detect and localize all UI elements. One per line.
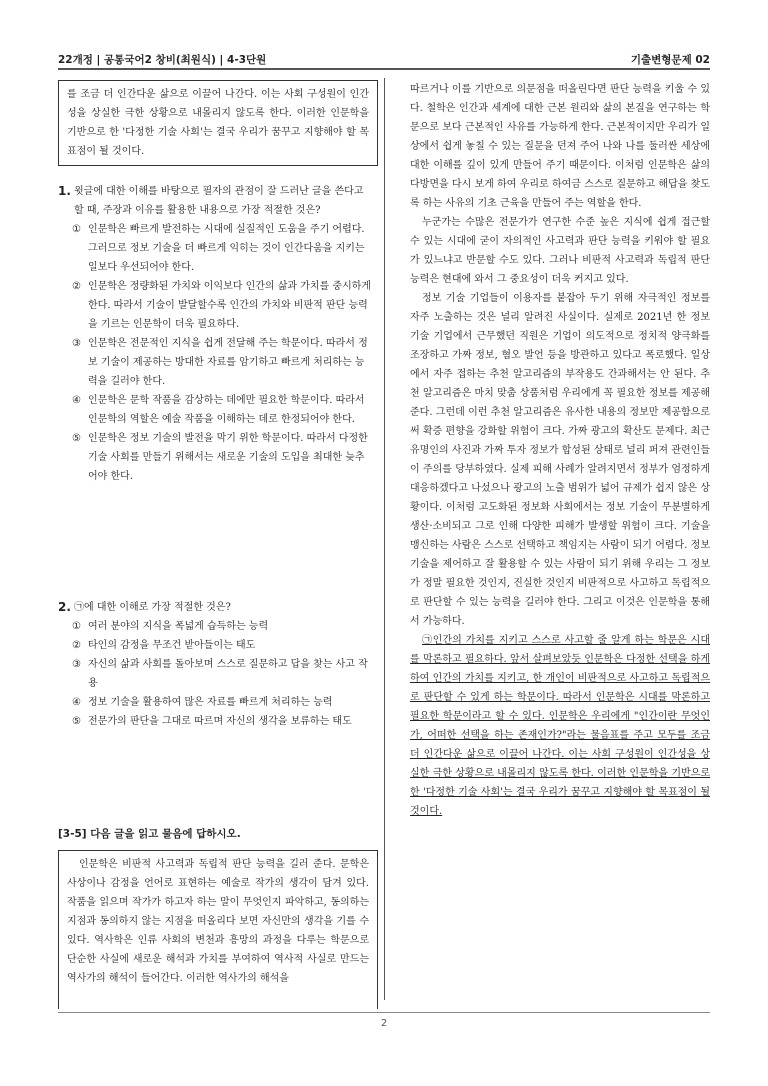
underlined-passage-paragraph: ㉠인간의 가치를 지키고 스스로 사고할 줄 알게 하는 학문은 시대를 막론하고 필요하다. 앞서 살펴보았듯 인문학은 다정한 선택을 하게 하여 인간의 가치를 지키고, 한 개인이 비판적으로 사고하고 독립적으로 판단할 수 있게 하는 학문이다. 따라서 인문학은 시대를 막론하고 필요한 학문이라고 할 수 있다. 인문학은 우리에게 "인간이란 무엇인가, 어떠한 선택을 하는 존재인가?"라는 물음표를 주고 모두를 조금 더 인간다운 삶으로 이끌어 나간다. 이는 사회 구성원이 인간성을 상실한 극한 상황으로 내몰리지 않도록 한다. 이러한 인문학을 기반으로 한 '다정한 기술 사회'는 결국 우리가 꿈꾸고 지향해야 할 목표점이 될 것이다. bbox=[410, 635, 710, 817]
column-divider bbox=[384, 78, 385, 1000]
question-number: 1. bbox=[58, 184, 71, 198]
question-1 bbox=[58, 182, 374, 486]
header-rule bbox=[58, 68, 710, 70]
option-text: 인문학은 전문적인 지식을 쉽게 전달해 주는 학문이다. 따라서 정보 기술이 제공하는 방대한 자료를 암기하고 빠르게 처리하는 능력을 길러야 한다. bbox=[88, 338, 368, 387]
option-mark: ② bbox=[72, 640, 81, 651]
option-text: 인문학은 정보 기술의 발전을 막기 위한 학문이다. 따라서 다정한 기술 사회를 만들기 위해서는 새로운 기술의 도입을 최대한 늦추어야 한다. bbox=[88, 433, 368, 482]
option-mark: ① bbox=[72, 224, 81, 235]
option-mark: ④ bbox=[72, 697, 81, 708]
section-instruction: [3-5] 다음 글을 읽고 물음에 답하시오. bbox=[58, 828, 241, 840]
passage-paragraph: 따르거나 이를 기반으로 의문점을 떠올린다면 판단 능력을 키울 수 있다. 철학은 인간과 세계에 대한 근본 원리와 삶의 본질을 연구하는 학문으로 보다 근본적인 사유를 가능하게 한다. 근본적이지만 우리가 일상에서 쉽게 놓칠 수 있는 질문을 던져 주어 나와 나를 둘러싼 세상에 대한 이해를 깊이 있게 만들어 주기 때문이다. 이처럼 인문학은 삶의 다방면을 다시 보게 하여 우리로 하여금 스스로 질문하고 해답을 찾도록 하는 사유의 기초 근육을 만들어 주는 역할을 한다. bbox=[410, 84, 710, 209]
passage-continuation-box bbox=[58, 80, 378, 166]
option-mark: ⑤ bbox=[72, 433, 81, 444]
answer-option[interactable] bbox=[58, 693, 374, 712]
answer-option[interactable] bbox=[58, 429, 374, 486]
passage-continuation-text: 를 조금 더 인간다운 삶으로 이끌어 나간다. 이는 사회 구성원이 인간성을 상실한 극한 상황으로 내몰리지 않도록 한다. 이러한 인문학을 기반으로 한 '다정한 기술 사회'는 결국 우리가 꿈꾸고 지향해야 할 목표점이 될 것이다. bbox=[67, 89, 369, 157]
option-mark: ① bbox=[72, 621, 81, 632]
passage-box bbox=[58, 850, 378, 1009]
answer-option[interactable] bbox=[58, 391, 374, 429]
right-column-passage bbox=[410, 80, 710, 821]
header-course-info: 22개정 | 공통국어2 창비(최원식) | 4-3단원 bbox=[58, 54, 267, 66]
answer-option[interactable] bbox=[58, 334, 374, 391]
answer-option[interactable] bbox=[58, 712, 374, 731]
page-header bbox=[58, 48, 710, 68]
passage-text: 인문학은 비판적 사고력과 독립적 판단 능력을 길러 준다. 문학은 사상이나 감정을 언어로 표현하는 예술로 작가의 생각이 담겨 있다. 작품을 읽으며 작가가 하고자 하는 말이 무엇인지 파악하고, 동의하는 지점과 동의하지 않는 지점을 떠올리다 보면 자신만의 생각을 기를 수 있다. 역사학은 인류 사회의 변천과 흥망의 과정을 다루는 학문으로 단순한 사실에 새로운 해석과 가치를 부여하여 역사적 사실로 만드는 역사가의 해석이 들어간다. 이러한 역사가의 해석을 bbox=[67, 859, 369, 984]
question-number: 2. bbox=[58, 600, 71, 614]
footer-rule bbox=[58, 1012, 710, 1013]
passage-paragraph: 누군가는 수많은 전문가가 연구한 수준 높은 지식에 쉽게 접근할 수 있는 시대에 굳이 자의적인 사고력과 판단 능력을 키워야 할 필요가 있느냐고 반문할 수도 있다. 그러나 비판적 사고력과 독립적 판단 능력은 현대에 와서 그 중요성이 더욱 커지고 있다. bbox=[410, 217, 710, 285]
option-text: 정보 기술을 활용하여 많은 자료를 빠르게 처리하는 능력 bbox=[88, 697, 333, 708]
option-mark: ② bbox=[72, 281, 81, 292]
option-text: 여러 분야의 지식을 폭넓게 습득하는 능력 bbox=[88, 621, 269, 632]
header-section-title: 기출변형문제 02 bbox=[630, 54, 710, 66]
option-text: 전문가의 판단을 그대로 따르며 자신의 생각을 보류하는 태도 bbox=[88, 716, 352, 727]
answer-option[interactable] bbox=[58, 220, 374, 277]
option-mark: ④ bbox=[72, 395, 81, 406]
answer-option[interactable] bbox=[58, 636, 374, 655]
question-stem: ㉠에 대한 이해로 가장 적절한 것은? bbox=[74, 602, 231, 613]
option-mark: ③ bbox=[72, 659, 81, 670]
option-text: 인문학은 문학 작품을 감상하는 데에만 필요한 학문이다. 따라서 인문학의 역할은 예술 작품을 이해하는 데로 한정되어야 한다. bbox=[88, 395, 365, 425]
question-2 bbox=[58, 598, 374, 731]
passage-paragraph: 정보 기술 기업들이 이용자를 붙잡아 두기 위해 자극적인 정보를 자주 노출하는 것은 널리 알려진 사실이다. 실제로 2021년 한 정보 기술 기업에서 근무했던 직원은 기업이 의도적으로 정치적 양극화를 조장하고 가짜 정보, 혐오 발언 등을 방관하고 있다고 폭로했다. 일상에서 자주 접하는 추천 알고리즘의 부작용도 간과해서는 안 된다. 추천 알고리즘은 마치 맞춤 상품처럼 우리에게 꼭 필요한 정보를 제공해 준다. 그런데 이런 추천 알고리즘은 유사한 내용의 정보만 제공함으로써 확증 편향을 강화할 위험이 크다. 가짜 광고의 확산도 문제다. 최근 유명인의 사진과 가짜 투자 정보가 합성된 상태로 널리 퍼져 관련인들이 주의를 당부하였다. 실제 피해 사례가 알려지면서 정부가 엄정하게 대응하겠다고 나섰으나 광고의 노출 범위가 넓어 규제가 쉽지 않은 상황이다. 이처럼 고도화된 정보화 사회에서는 정보 기술이 무분별하게 생산·소비되고 그로 인해 다양한 피해가 발생할 위험이 크다. 기술을 맹신하는 사람은 스스로 선택하고 책임지는 사람이 되기 어렵다. 정보 기술을 제어하고 잘 활용할 수 있는 사람이 되기 위해 우리는 그 정보가 정말 필요한 것인지, 진실한 것인지 비판적으로 사고하고 독립적으로 판단할 수 있는 능력을 길러야 한다. 그리고 이것은 인문학을 통해서 가능하다. bbox=[410, 293, 710, 627]
answer-option[interactable] bbox=[58, 277, 374, 334]
option-mark: ⑤ bbox=[72, 716, 81, 727]
option-text: 자신의 삶과 사회를 돌아보며 스스로 질문하고 답을 찾는 사고 작용 bbox=[88, 659, 368, 689]
question-stem: 윗글에 대한 이해를 바탕으로 필자의 관점이 잘 드러난 글을 쓴다고 할 때, 주장과 이유를 활용한 내용으로 가장 적절한 것은? bbox=[74, 186, 364, 216]
option-text: 타인의 감정을 무조건 받아들이는 태도 bbox=[88, 640, 256, 651]
page-number: 2 bbox=[380, 1018, 388, 1029]
answer-option[interactable] bbox=[58, 655, 374, 693]
option-text: 인문학은 빠르게 발전하는 시대에 실질적인 도움을 주기 어렵다. 그러므로 정보 기술을 더 빠르게 익히는 것이 인간다움을 지키는 일보다 우선되어야 한다. bbox=[88, 224, 365, 273]
option-text: 인문학은 정량화된 가치와 이익보다 인간의 삶과 가치를 중시하게 한다. 따라서 기술이 발달할수록 인간의 가치와 비판적 판단 능력을 기르는 인문학이 더욱 필요하다. bbox=[88, 281, 372, 330]
answer-option[interactable] bbox=[58, 617, 374, 636]
option-mark: ③ bbox=[72, 338, 81, 349]
